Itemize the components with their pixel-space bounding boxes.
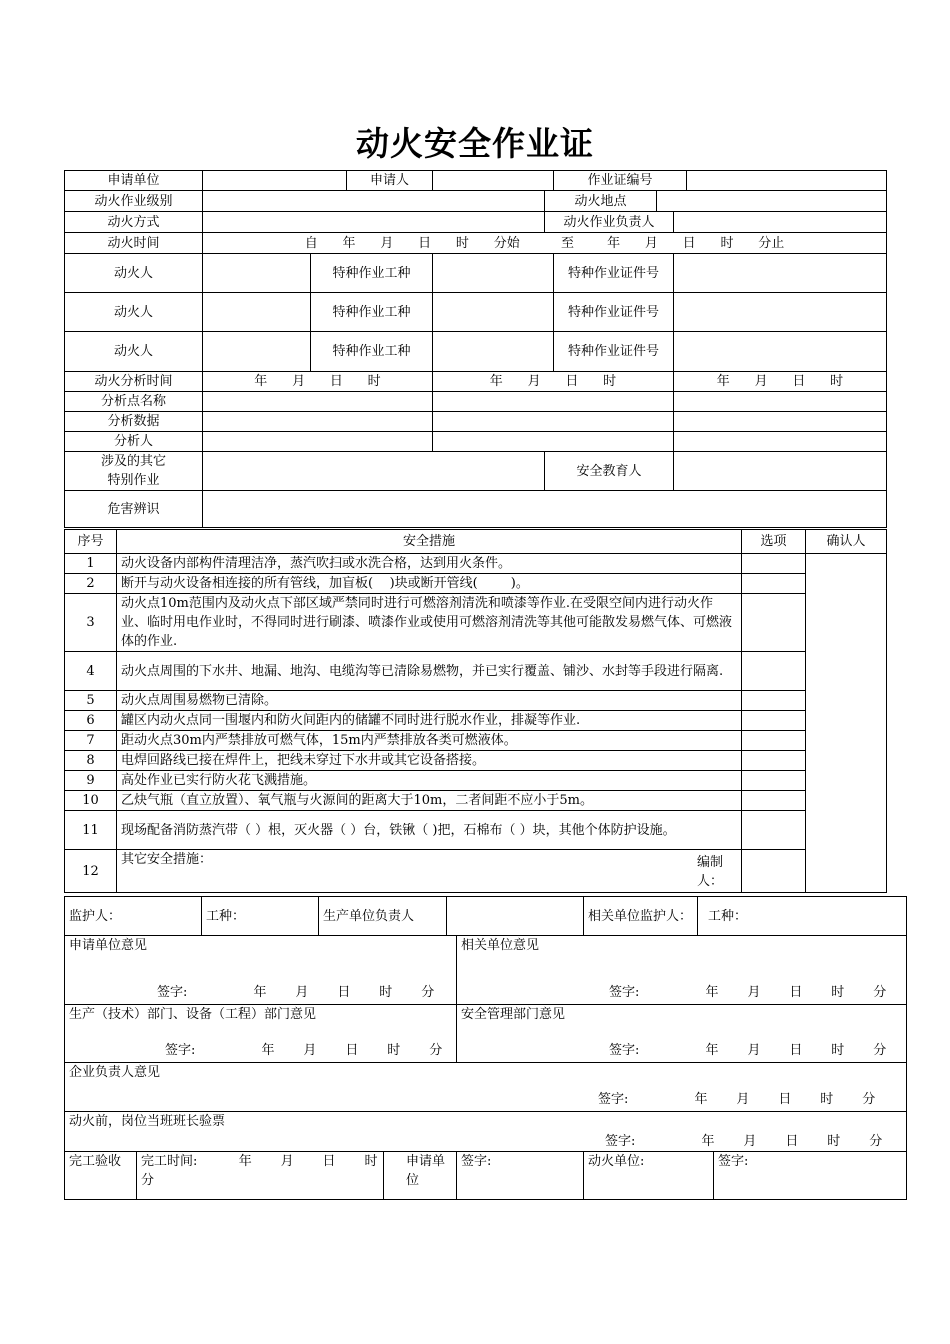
applicant-label: 申请人 [347,171,433,191]
safety-signature: 签字: 年 月 日 时 分 [609,1043,887,1058]
applicant-field[interactable] [433,171,554,191]
apply-unit-label: 申请单位 [384,1152,457,1200]
measure-text: 动火设备内部构件清理洁净，蒸汽吹扫或水洗合格，达到用火条件。 [117,554,742,574]
measure-option[interactable] [742,850,806,893]
measure-option[interactable] [742,594,806,652]
measure-no: 2 [65,574,117,594]
analysis-time-1[interactable]: 年 月 日 时 [203,372,433,392]
measure-text: 断开与动火设备相连接的所有管线，加盲板( )块或断开管线( )。 [117,574,742,594]
cert-label: 特种作业证件号 [554,254,674,293]
analyst-1[interactable] [203,432,433,452]
applicant-opinion-box[interactable] [65,936,457,1005]
related-opinion-label: 相关单位意见 [461,938,540,953]
measure-option[interactable] [742,771,806,791]
measure-no: 6 [65,711,117,731]
prod-leader-field[interactable] [447,897,584,936]
compiler-label: 编制人： [697,855,724,889]
signature-table [64,896,907,1200]
worker-field[interactable] [203,254,311,293]
analysis-time-2[interactable]: 年 月 日 时 [433,372,674,392]
analysis-data-3[interactable] [674,412,887,432]
shift-leader-label: 动火前，岗位当班班长验票 [69,1114,226,1129]
permit-header-table [64,170,887,528]
applicant-unit-field[interactable] [203,171,347,191]
analyst-label: 分析人 [65,432,203,452]
permit-no-field[interactable] [687,171,887,191]
method-label: 动火方式 [65,212,203,233]
measure-option[interactable] [742,574,806,594]
measure-option[interactable] [742,751,806,771]
col-confirm-header: 确认人 [806,530,887,554]
measure-text: 距动火点30m内严禁排放可燃气体，15m内严禁排放各类可燃液体。 [117,731,742,751]
analysis-point-2[interactable] [433,392,674,412]
measure-option[interactable] [742,731,806,751]
col-measure-header: 安全措施 [117,530,742,554]
applicant-opinion-label: 申请单位意见 [69,938,148,953]
cert-label: 特种作业证件号 [554,332,674,372]
chief-opinion-label: 企业负责人意见 [69,1065,161,1080]
col-no-header: 序号 [65,530,117,554]
analysis-data-2[interactable] [433,412,674,432]
completion-label: 完工验收 [65,1152,137,1200]
measure-option[interactable] [742,811,806,850]
chief-signature: 签字: 年 月 日 时 分 [598,1092,876,1107]
measure-no: 8 [65,751,117,771]
trade-field[interactable] [433,332,554,372]
applicant-unit-label: 申请单位 [65,171,203,191]
measure-text: 乙炔气瓶（直立放置）、氧气瓶与火源间的距离大于10m，二者间距不应小于5m。 [117,791,742,811]
measure-option[interactable] [742,691,806,711]
level-field[interactable] [203,191,545,212]
analysis-point-1[interactable] [203,392,433,412]
level-label: 动火作业级别 [65,191,203,212]
related-guardian-label: 相关单位监护人： [584,897,698,936]
other-measures-label: 其它安全措施： [121,852,213,867]
permit-no-label: 作业证编号 [554,171,687,191]
measure-text: 电焊回路线已接在焊件上，把线未穿过下水井或其它设备搭接。 [117,751,742,771]
finish-time-field[interactable]: 完工时间: 年 月 日 时 分 [137,1152,384,1200]
measure-text: 罐区内动火点同一围堰内和防火间距内的储罐不同时进行脱水作业，排凝等作业. [117,711,742,731]
measure-text: 动火点周围易燃物已清除。 [117,691,742,711]
cert-field[interactable] [674,254,887,293]
educator-field[interactable] [674,452,887,491]
analyst-3[interactable] [674,432,887,452]
worker-field[interactable] [203,332,311,372]
measure-text-other[interactable] [117,850,742,893]
safety-opinion-box[interactable] [457,1005,907,1063]
measure-text: 动火点10m范围内及动火点下部区域严禁同时进行可燃溶剂清洗和喷漆等作业.在受限空间内进行动火作业、临时用电作业时，不得同时进行刷漆、喷漆作业或使用可燃溶剂清洗等其他可能散发易燃气体、可燃液体的作业. [117,594,742,652]
fire-unit-sign[interactable]: 签字: [714,1152,907,1200]
guardian-trade-label: 工种： [202,897,319,936]
analysis-point-3[interactable] [674,392,887,412]
related-signature: 签字: 年 月 日 时 分 [609,985,887,1000]
apply-unit-sign[interactable]: 签字: [457,1152,584,1200]
measure-text: 高处作业已实行防火花飞溅措施。 [117,771,742,791]
analysis-point-label: 分析点名称 [65,392,203,412]
trade-field[interactable] [433,254,554,293]
worker-label: 动火人 [65,293,203,332]
fire-unit-label[interactable]: 动火单位: [584,1152,714,1200]
prod-leader-label: 生产单位负责人 [319,897,447,936]
shift-leader-box[interactable] [65,1112,907,1152]
trade-label: 特种作业工种 [311,332,433,372]
measure-no: 1 [65,554,117,574]
measure-no: 5 [65,691,117,711]
analysis-time-label: 动火分析时间 [65,372,203,392]
measure-no: 3 [65,594,117,652]
chief-opinion-box[interactable] [65,1063,907,1112]
measure-option[interactable] [742,554,806,574]
confirm-person-field[interactable] [806,554,887,893]
measure-no: 11 [65,811,117,850]
shift-leader-signature: 签字: 年 月 日 时 分 [605,1134,883,1149]
analyst-2[interactable] [433,432,674,452]
measure-no: 10 [65,791,117,811]
cert-field[interactable] [674,293,887,332]
measure-option[interactable] [742,711,806,731]
leader-label: 动火作业负责人 [545,212,674,233]
location-field[interactable] [657,191,887,212]
fire-time-label: 动火时间 [65,233,203,254]
guardian-label: 监护人： [65,897,202,936]
trade-label: 特种作业工种 [311,293,433,332]
measure-text: 现场配备消防蒸汽带（ ）根，灭火器（ ）台，铁锹（ )把，石棉布（ ）块，其他个体防护设施。 [117,811,742,850]
cert-field[interactable] [674,332,887,372]
trade-field[interactable] [433,293,554,332]
analysis-data-1[interactable] [203,412,433,432]
worker-label: 动火人 [65,332,203,372]
analysis-data-label: 分析数据 [65,412,203,432]
fire-time-field[interactable]: 自 年 月 日 时 分始 至 年 月 日 时 分止 [203,233,887,254]
measure-option[interactable] [742,652,806,691]
page-title: 动火安全作业证 [356,124,594,163]
measure-text: 动火点周围的下水井、地漏、地沟、电缆沟等已清除易燃物，并已实行覆盖、铺沙、水封等手段进行隔离. [117,652,742,691]
other-work-label: 涉及的其它特别作业 [65,452,203,491]
tech-opinion-box[interactable] [65,1005,457,1063]
related-opinion-box[interactable] [457,936,907,1005]
worker-field[interactable] [203,293,311,332]
tech-opinion-label: 生产（技术）部门、设备（工程）部门意见 [69,1007,317,1022]
measure-no: 4 [65,652,117,691]
other-work-field[interactable] [203,452,545,491]
method-field[interactable] [203,212,545,233]
location-label: 动火地点 [545,191,657,212]
col-option-header: 选项 [742,530,806,554]
worker-label: 动火人 [65,254,203,293]
measure-no: 9 [65,771,117,791]
measure-no: 7 [65,731,117,751]
analysis-time-3[interactable]: 年 月 日 时 [674,372,887,392]
safety-opinion-label: 安全管理部门意见 [461,1007,566,1022]
measure-no: 12 [65,850,117,893]
measure-option[interactable] [742,791,806,811]
educator-label: 安全教育人 [545,452,674,491]
trade-label: 特种作业工种 [311,254,433,293]
tech-signature: 签字: 年 月 日 时 分 [165,1043,443,1058]
hazard-field[interactable] [203,491,887,528]
leader-field[interactable] [674,212,887,233]
hazard-label: 危害辨识 [65,491,203,528]
related-trade-label: 工种： [698,897,907,936]
cert-label: 特种作业证件号 [554,293,674,332]
safety-measures-table [64,529,887,893]
applicant-signature: 签字: 年 月 日 时 分 [157,985,435,1000]
